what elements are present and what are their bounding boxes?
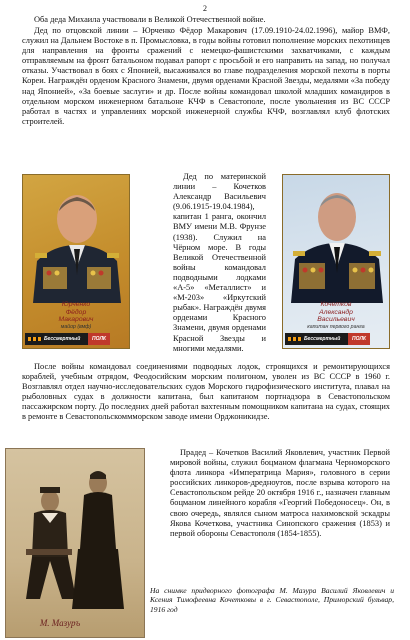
paragraph-kochetkov-v: Прадед – Кочетков Василий Яковлевич, участник Первой мировой войны, служил боцманом флагмана Черноморского флота линкора «Императрица Мария», головного в серии российских линкоров-дредноутов, после взрыва которого на Севастопольском рейде 20 октября 1916 г., назначен главным боцманом линейного корабля «Георгий Победоносец». Он, в свою очередь, являлся сыном матроса нахимовской эскадры Якова Кочеткова, участника Синопского сражения (1853) и первой обороны Севастополя (1854-1855). (170, 448, 390, 538)
immortal-regiment-badge: Бессмертный ПОЛК (285, 333, 348, 345)
portrait-kochetkov-patronymic: Васильевич (317, 316, 355, 324)
portrait-kochetkov-label (287, 301, 385, 330)
portrait-yurchenko-patronymic: Макарович (58, 316, 94, 324)
st-george-ribbon-icon (288, 337, 302, 341)
photo-caption: На снимке придворного фотографа М. Мазура Василий Яковлевич и Ксения Тимофеевна Кочетковы в г. Севастополе, Приморский бульвар, 1916 год (150, 586, 394, 614)
regiment-tag: ПОЛК (348, 333, 370, 345)
portrait-kochetkov-rank: капитан первого ранга (307, 323, 365, 330)
historic-photo-1916 (5, 448, 145, 638)
paragraph-intro: Оба деда Михаила участвовали в Великой Отечественной войне. (34, 15, 266, 24)
portrait-yurchenko (22, 174, 130, 349)
portrait-kochetkov-surname: Кочетков (320, 301, 352, 308)
portrait-yurchenko-photo (23, 175, 130, 303)
regiment-tag: ПОЛК (88, 333, 110, 345)
portrait-kochetkov-firstname: Александр (319, 308, 353, 316)
historic-photo-figures (6, 449, 144, 619)
portrait-kochetkov-photo (283, 175, 390, 303)
portrait-yurchenko-surname: Юрченко (61, 301, 91, 308)
st-george-ribbon-icon (28, 337, 42, 341)
paragraph-kochetkov-a: Дед по материнской линии – Кочетков Александр Васильевич (9.06.1915-19.04.1984), капитан 1 ранга, окончил ВМУ имени М.В. Фрунзе (1938). Служил на Чёрном море. В годы Великой Отечественной войны командовал подводными лодками «А-5» «Металлист» и «М-203» «Иркутский рыбак». Награждён двумя орденами Красного Знамени, двумя орденами Красной Звезды и многими медалями. (173, 172, 266, 353)
paragraph-postwar: После войны командовал соединениями подводных лодок, строящихся и ремонтирующихся кораблей, учебным отрядом, Феодосийским морским полигоном, уволен из ВС СССР в 1960 г. Возглавлял отдел научно-исследовательских судов Морского гидрофизического института, плавал на рыболовных судах в должности капитана, был капитаном портнадзора в Севастопольском пассажирском порту. До последних дней работал вахтенным помощником капитана на судах, стоящих в ремонте в Севастопольскоммморском заводе имени Орджоникидзе. (22, 362, 390, 422)
page-number: 2 (203, 4, 207, 13)
photographer-stamp: М. Мазуръ (39, 618, 81, 628)
portrait-yurchenko-rank: майор (вмф) (60, 323, 92, 330)
portrait-yurchenko-label (27, 301, 125, 330)
portrait-yurchenko-firstname: Фёдор (65, 308, 87, 316)
paragraph-yurchenko: Дед по отцовской линии – Юрченко Фёдор Макарович (17.09.1910-24.02.1996), майор ВМФ, служил на Дальнем Востоке в п. Промысловка, в годы войны готовил пополнение морских пехотинцев для направления на фронты сражений с немецко-фашистскими захватчиками, с каждым отправляемым на фронт батальоном подавал рапорт с просьбой и его направить на запад, но получал отказы. Участвовал в боях с Японией, высаживался во главе подразделения морской пехоты в порты Кореи. Награждён орденом Красного Знамени, двумя орденами Красной Звезды, медалями «За победу над Японией», «За боевые заслуги» и др. После войны командовал школой младших командиров в отдельном морском инженерном батальоне КЧФ в Севастополе, после увольнения из ВС СССР работал в частях и управлениях морской инженерной службы КЧФ, возглавлял клуб флотских строителей. (22, 26, 390, 126)
portrait-kochetkov (282, 174, 390, 349)
immortal-regiment-badge: Бессмертный ПОЛК (25, 333, 88, 345)
